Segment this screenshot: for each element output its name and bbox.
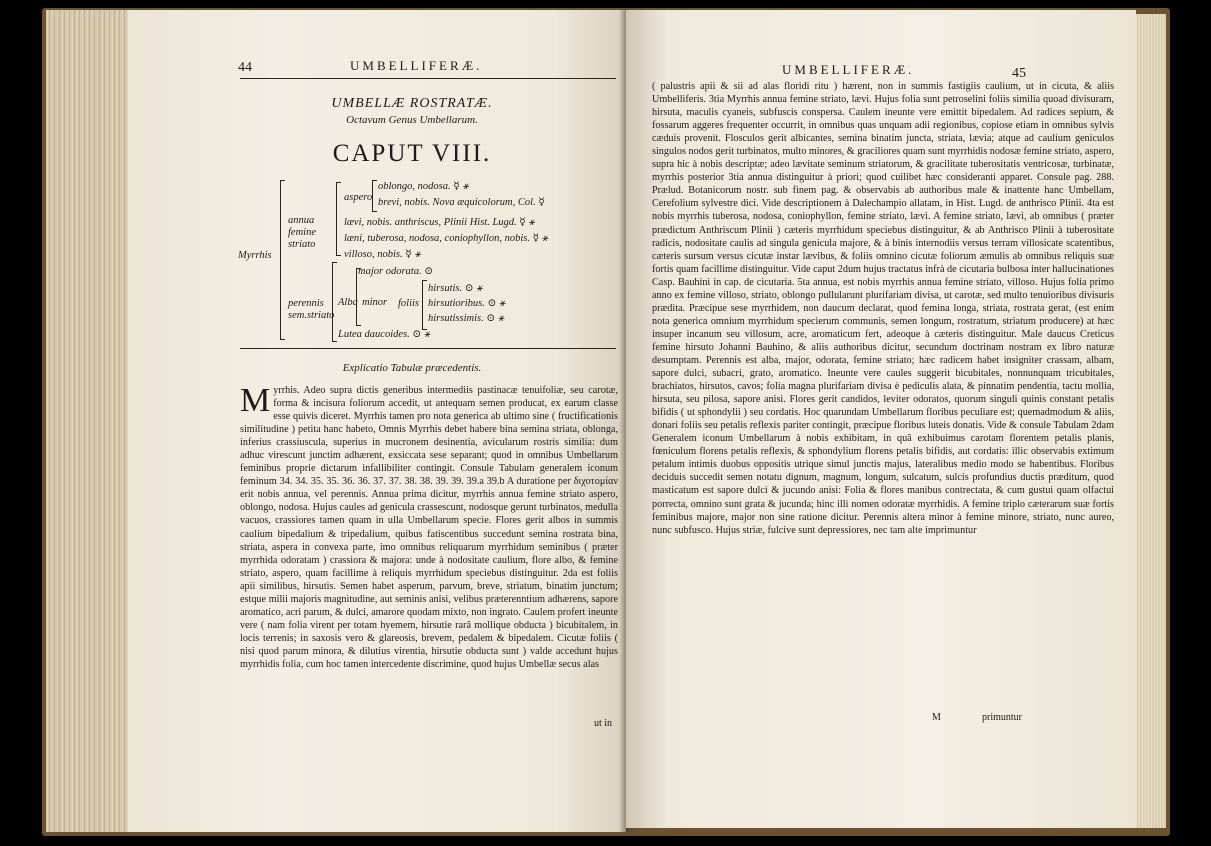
brace-alba: [356, 268, 361, 326]
table-laeni: læni, tuberosa, nodosa, coniophyllon, nobis. ☿ ⚹: [344, 233, 548, 244]
brace-aspero: [372, 180, 377, 212]
table-hirsutis: hirsutis. ⊙ ⚹: [428, 283, 483, 294]
left-page-number: 44: [238, 60, 252, 75]
right-body-text: [652, 80, 1114, 537]
page-edges-right: [1132, 14, 1166, 828]
section-subtitle: Octavum Genus Umbellarum.: [346, 114, 478, 126]
brace-annua: [336, 182, 341, 256]
table-foliis: foliis: [398, 298, 420, 309]
left-body-text: [240, 384, 618, 671]
right-paragraph: ( palustris apii & sii ad alas floridi ritu ) hærent, non in summis fastigiis caulium, ut in cicuta, & aliis Umbelliferis. 3tia Myrrhis annua femine striato, lævi. Hujus folia sunt petroselini foliis similia quoad divisuram, hirsuta, maculis cyaneis, subfuscis conspersa. Caulem ineunte vere emittit bipedalem. Ad radices sepium, & fossarum aggeres frequenter occurrit, in omnibus quas unquam adii regionibus, copiose etiam in omnibus sylvis cæduis provenit. Flosculos gerit albicantes, semina binatim juncta, striata, lævia; atque ad caulium geniculos singulos nodos gerit turbinatos, multo minores, & graciliores quam sunt myrrhidis nodosæ femine striato, aspero, supra hic à nobis descriptæ; adeo lævitate seminum striatorum, & gracilitate tuberositatis ventricosæ, turbinatæ, myrrhis posterior 3tia annua distinguitur à priori; quod cuilibet hæc consideranti apparet. Consule pag. 288. Prælud. Botanicorum nostr. sub finem pag. & observabis ab authoribus male & inattente hanc Umbellam, Cerefolium sylvestre dici. Vide descriptionem à Dalechampio allatam, in Hist. Lugd. de anthrisco Plinii. 4ta est nobis myrrhis tuberosa, nodosa, coniophyllon, femine striato, lævi. A femine striato, lævi, ab omnibus ( præter prædictum Anthriscum Plinii ) cæteris myrrhidum speciebus distinguitur, & ab Anthrisco Plinii à tuberositate radicis, nodositate caulis ad singula genicula majore, & à binis internodiis versus terram villosicate scatentibus, cæteris sursum versus cicutæ instar lævibus, & foliis omnino cicutæ foliorum æmulis ab omnibus reliquis suæ fortis quam facillime distinguitur. Vide caput 2dum hujus tractatus infrà de cicutaria bulbosa inter hallucinationes Casp. Bauhini in cap. de cicutaria. 5ta annua, est nobis myrrhis annua femine striato, villoso. Hujus folia primo anno ex femine villoso, striato, oblongo pullularunt plurifariam divisa, ut carotæ, sed multo tenuioribus divisuris prædita. Præcipue sese myrrhidem, non daucum declarat, quod femina longa, striata, rostrata gerat, (est enim nota generica omnium myrrhidum specierum communis, semen longum, rostratum, striatum producere) at hæc insuper incanum seu villosum, acre, aromaticum fert, adeoque à cæteris distinguitur. Male daucus Creticus femine hirsuto Johanni Bauhino, & aliis authoribus dicitur, secundum doctrinam nostram ex libro naturæ desumptam. Perennis est alba, major, odorata, femine striato; hæc radicem habet insigniter crassam, albam, sapore dulci, subacri, grato, aromatico. Ineunte vere caules suggerit bicubitales, nonnunquam tricubitales, brachiatos, hirsutos, cavos; folia magna plurifariam divisa è pediculis alata, & pinnatim pendentia, tactu mollia, hirsuta, seu pilosa, sapore anisi. Flores gerit candidos, leviter odoratos, quorum singuli quinis constant petalis bifidis ( ut sphondylii ) seu cordatis. Hoc quarundam Umbellarum floribus peculiare est; quemadmodum & aliis, donari foliis seu petalis reflexis pariter contingit, præcipue floribus luteis donatis. Vide & consule Tabulam 2dam Generalem iconum Umbellarum à nobis exhibitam, in quâ exhibuimus carotam florentem petalis planis, fœniculum florens petalis reflexis, & sphondylium florens petalis bifidis, aut cordatis: illic observabis extimum petalum intimis duobus oppositis utrique simul junctis majus, lateralibus medio modo se habentibus. Floribus deciduis succedit semen notatu dignum, magnum, longum, sulcatum, sulcis profundius ductis præditum, quod masticatum est sapore dulci & jucundo anisi: Folia & flores manibus contrectata, & cum gustui quam olfactui porrecta, omnino sunt grata & jucunda; hinc illi nomen odoratæ myrrhidis. A femine triplo cæterarum suæ fortis feminibus majore, major non sine ratione dicitur. Perennis altera minor à femine minore, striato, nunc aureo, nunc subfusco. Hujus striæ, fulcive sunt depressiores, nec tam alte imprimuntur: [652, 81, 1114, 536]
drop-cap: M: [240, 382, 271, 419]
left-catchword: ut in: [594, 718, 613, 729]
brace-foliis: [422, 280, 427, 330]
brace-genus: [280, 180, 285, 340]
right-page: [626, 10, 1136, 828]
brace-perennis: [332, 262, 337, 342]
signature-mark: M: [932, 712, 941, 723]
table-villoso: villoso, nobis. ☿ ⚹: [344, 249, 421, 260]
table-group-annua: annua femine striato: [288, 215, 316, 250]
right-catchword: primuntur: [982, 712, 1022, 723]
table-major: major odorata. ⊙: [358, 266, 434, 277]
table-group-perennis: perennis sem.striato: [288, 298, 335, 321]
table-alba: Alba: [338, 297, 358, 308]
table-rule: [240, 348, 616, 349]
right-running-header: UMBELLIFERÆ.: [782, 62, 915, 77]
section-title: UMBELLÆ ROSTRATÆ.: [331, 96, 493, 111]
table-aspero: aspero: [344, 192, 373, 203]
table-laevi: lævi, nobis. anthriscus, Plinii Hist. Lugd. ☿ ⚹: [344, 217, 535, 228]
right-page-number: 45: [1012, 66, 1026, 81]
table-hirsutioribus: hirsutioribus. ⊙ ⚹: [428, 298, 506, 309]
left-paragraph: yrrhis. Adeo supra dictis generibus intermediis pastinacæ tenuifoliæ, seu carotæ, forma & incisura foliorum accedit, ut antequam semen producat, ex earum classe esse quivis diceret. Myrrhis tamen pro nota generica ab ultimo sine ( fructificationis similitudine ) petita hanc habeto, Omnis Myrrhis debet habere bina semina striata, oblonga, inferius crassiuscula, superius in mucronem desinentia, avicularum rostris similia: dum adhuc virescunt junctim adhærent, exsiccata sese separant; quod in omnibus Umbellarum feminibus proprie dictarum infallibiliter contingit. Consule Tabulam generalem iconum feminum 34. 34. 35. 35. 36. 36. 37. 37. 38. 38. 39. 39. 39.a 39.b A duratione per διχοτομίαν erit nobis annua, vel perennis. Annua prima dicitur, myrrhis annua femine striato aspero, oblongo, nodosa. Hujus caules ad genicula crassescunt, nodosque gerunt turbinatos, medulla vacuos, crassiores tamen quam in ulla Umbellarum specie. Flores gerit albos in summis caulium bipedalium & tripedalium, quibus fatiscentibus succedunt semina rostrata bina, striata, aspera in convexa parte, imo omnibus reliquarum myrrhidum seminibus ( præter myrrhida odoratam ) crassiora & majora: unde à nodositate caulium, flore albo, & femine striato, aspero, quam facillime à reliquis myrrhidum speciebus distinguitur. 2da est foliis apii similibus, hirsutis. Semen habet asperum, parvum, breve, striatum, binatim junctum; estque milii majoris magnitudine, aut seminis anisi, velibus præterenntium adhærens, sapore aromatico, acri parum, & dulci, amarore quodam mixto, non ingrato. Caulem profert ineunte vere ( nam folia virent per totam hyemem, hirsutie rarâ mollique obducta ) bicubitalem, in locis terrenis; in saxosis vero & glareosis, brevem, pedalem & bipedalem. Cicutæ foliis ( nisi quod parum minora, & dilutius virentia, hirsutie obducta sunt ) valde accedunt hujus myrrhidis folia, cum hoc tamen intercedente discrimine, quod hujus Umbellæ secus alas: [240, 385, 618, 670]
table-genus: Myrrhis: [238, 250, 272, 261]
page-edges-left: [46, 10, 134, 832]
chapter-heading: CAPUT VIII.: [332, 140, 492, 167]
explicatio-heading: Explicatio Tabulæ præcedentis.: [342, 362, 482, 374]
header-rule: [240, 78, 616, 79]
table-lutea: Lutea daucoides. ⊙ ⚹: [338, 329, 431, 340]
table-hirsutissimis: hirsutissimis. ⊙ ⚹: [428, 313, 505, 324]
table-oblongo: oblongo, nodosa. ☿ ⚹: [378, 181, 469, 192]
left-running-header: UMBELLIFERÆ.: [350, 58, 483, 73]
table-brevi: brevi, nobis. Nova æquicolorum, Col. ☿: [378, 197, 545, 208]
table-minor: minor: [362, 297, 388, 308]
left-page: [128, 10, 626, 832]
